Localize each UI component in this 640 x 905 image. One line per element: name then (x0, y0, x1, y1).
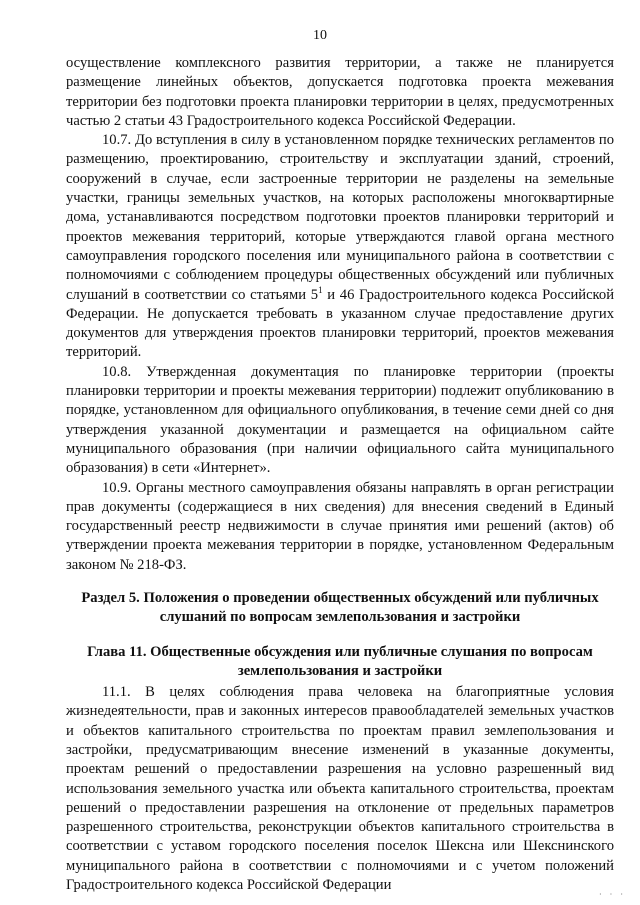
superscript-article-number: 1 (318, 284, 323, 295)
section-5-heading: Раздел 5. Положения о проведении общественных обсуждений или публичных слушаний по вопросам землепользования и застройки (81, 590, 599, 626)
chapter-11-heading: Глава 11. Общественные обсуждения или публичные слушания по вопросам землепользования и застройки (87, 644, 593, 680)
document-body (66, 54, 614, 895)
paragraph-10-7-text-b: и 46 Градостроительного кодекса Российской Федерации. Не допускается требовать в указанном случае предоставление других документов для утверждения проектов планировки территорий, проектов межевания территорий. (66, 286, 615, 361)
paragraph-continuation: осуществление комплексного развития территории, а также не планируется размещение линейных объектов, допускается подготовка проекта межевания территории без подготовки проекта планировки территории в целях, предусмотренных частью 2 статьи 43 Градостроительного кодекса Российской Федерации. (66, 55, 614, 129)
scan-artifact-mark: · · · (599, 890, 626, 899)
paragraph-10-7-text-a: 10.7. До вступления в силу в установленном порядке технических регламентов по размещению, проектированию, строительству и эксплуатации зданий, строений, сооружений в случае, если застроенные территории не разделены на земельные участки, границы земельных участков, на которых расположены многоквартирные дома, устанавливаются посредством подготовки проектов планировки территорий и проектов межевания территорий, которые утверждаются главой органа местного самоуправления городского поселения или муниципального района в соответствии с полномочиями с соблюдением процедуры общественных обсуждений или публичных слушаний в соответствии со статьями 5 (66, 132, 614, 303)
paragraph-11-1: 11.1. В целях соблюдения права человека на благоприятные условия жизнедеятельности, прав и законных интересов правообладателей земельных участков и объектов капитального строительства по проектам правил землепользования и застройки, предусматривающим внесение изменений в указанные документы, проектам решений о предоставлении разрешения на условно разрешенный вид использования земельного участка или объекта капитального строительства, проектам решений о предоставлении разрешения на отклонение от предельных параметров разрешенного строительства, реконструкции объектов капитального строительства в соответствии с уставом городского поселения поселок Шексна или Шекснинского муниципального района в соответствии с полномочиями и с учетом положений Градостроительного кодекса Российской Федерации (66, 684, 614, 893)
paragraph-10-7 (66, 131, 614, 363)
page-number: 10 (313, 28, 327, 43)
paragraph-10-9: 10.9. Органы местного самоуправления обязаны направлять в орган регистрации прав документы (содержащиеся в них сведения) для внесения сведений в Единый государственный реестр недвижимости в случае принятия ими решений (актов) об утверждении проекта межевания территории в порядке, установленном Федеральным законом № 218-ФЗ. (66, 479, 614, 573)
paragraph-10-8: 10.8. Утвержденная документация по планировке территории (проекты планировки территории и проекты межевания территории) подлежит опубликованию в порядке, установленном для официального опубликования, в течение семи дней со дня утверждения указанной документации и размещается на официальном сайте муниципального образования (при наличии официального сайта муниципального образования) в сети «Интернет». (66, 363, 614, 477)
